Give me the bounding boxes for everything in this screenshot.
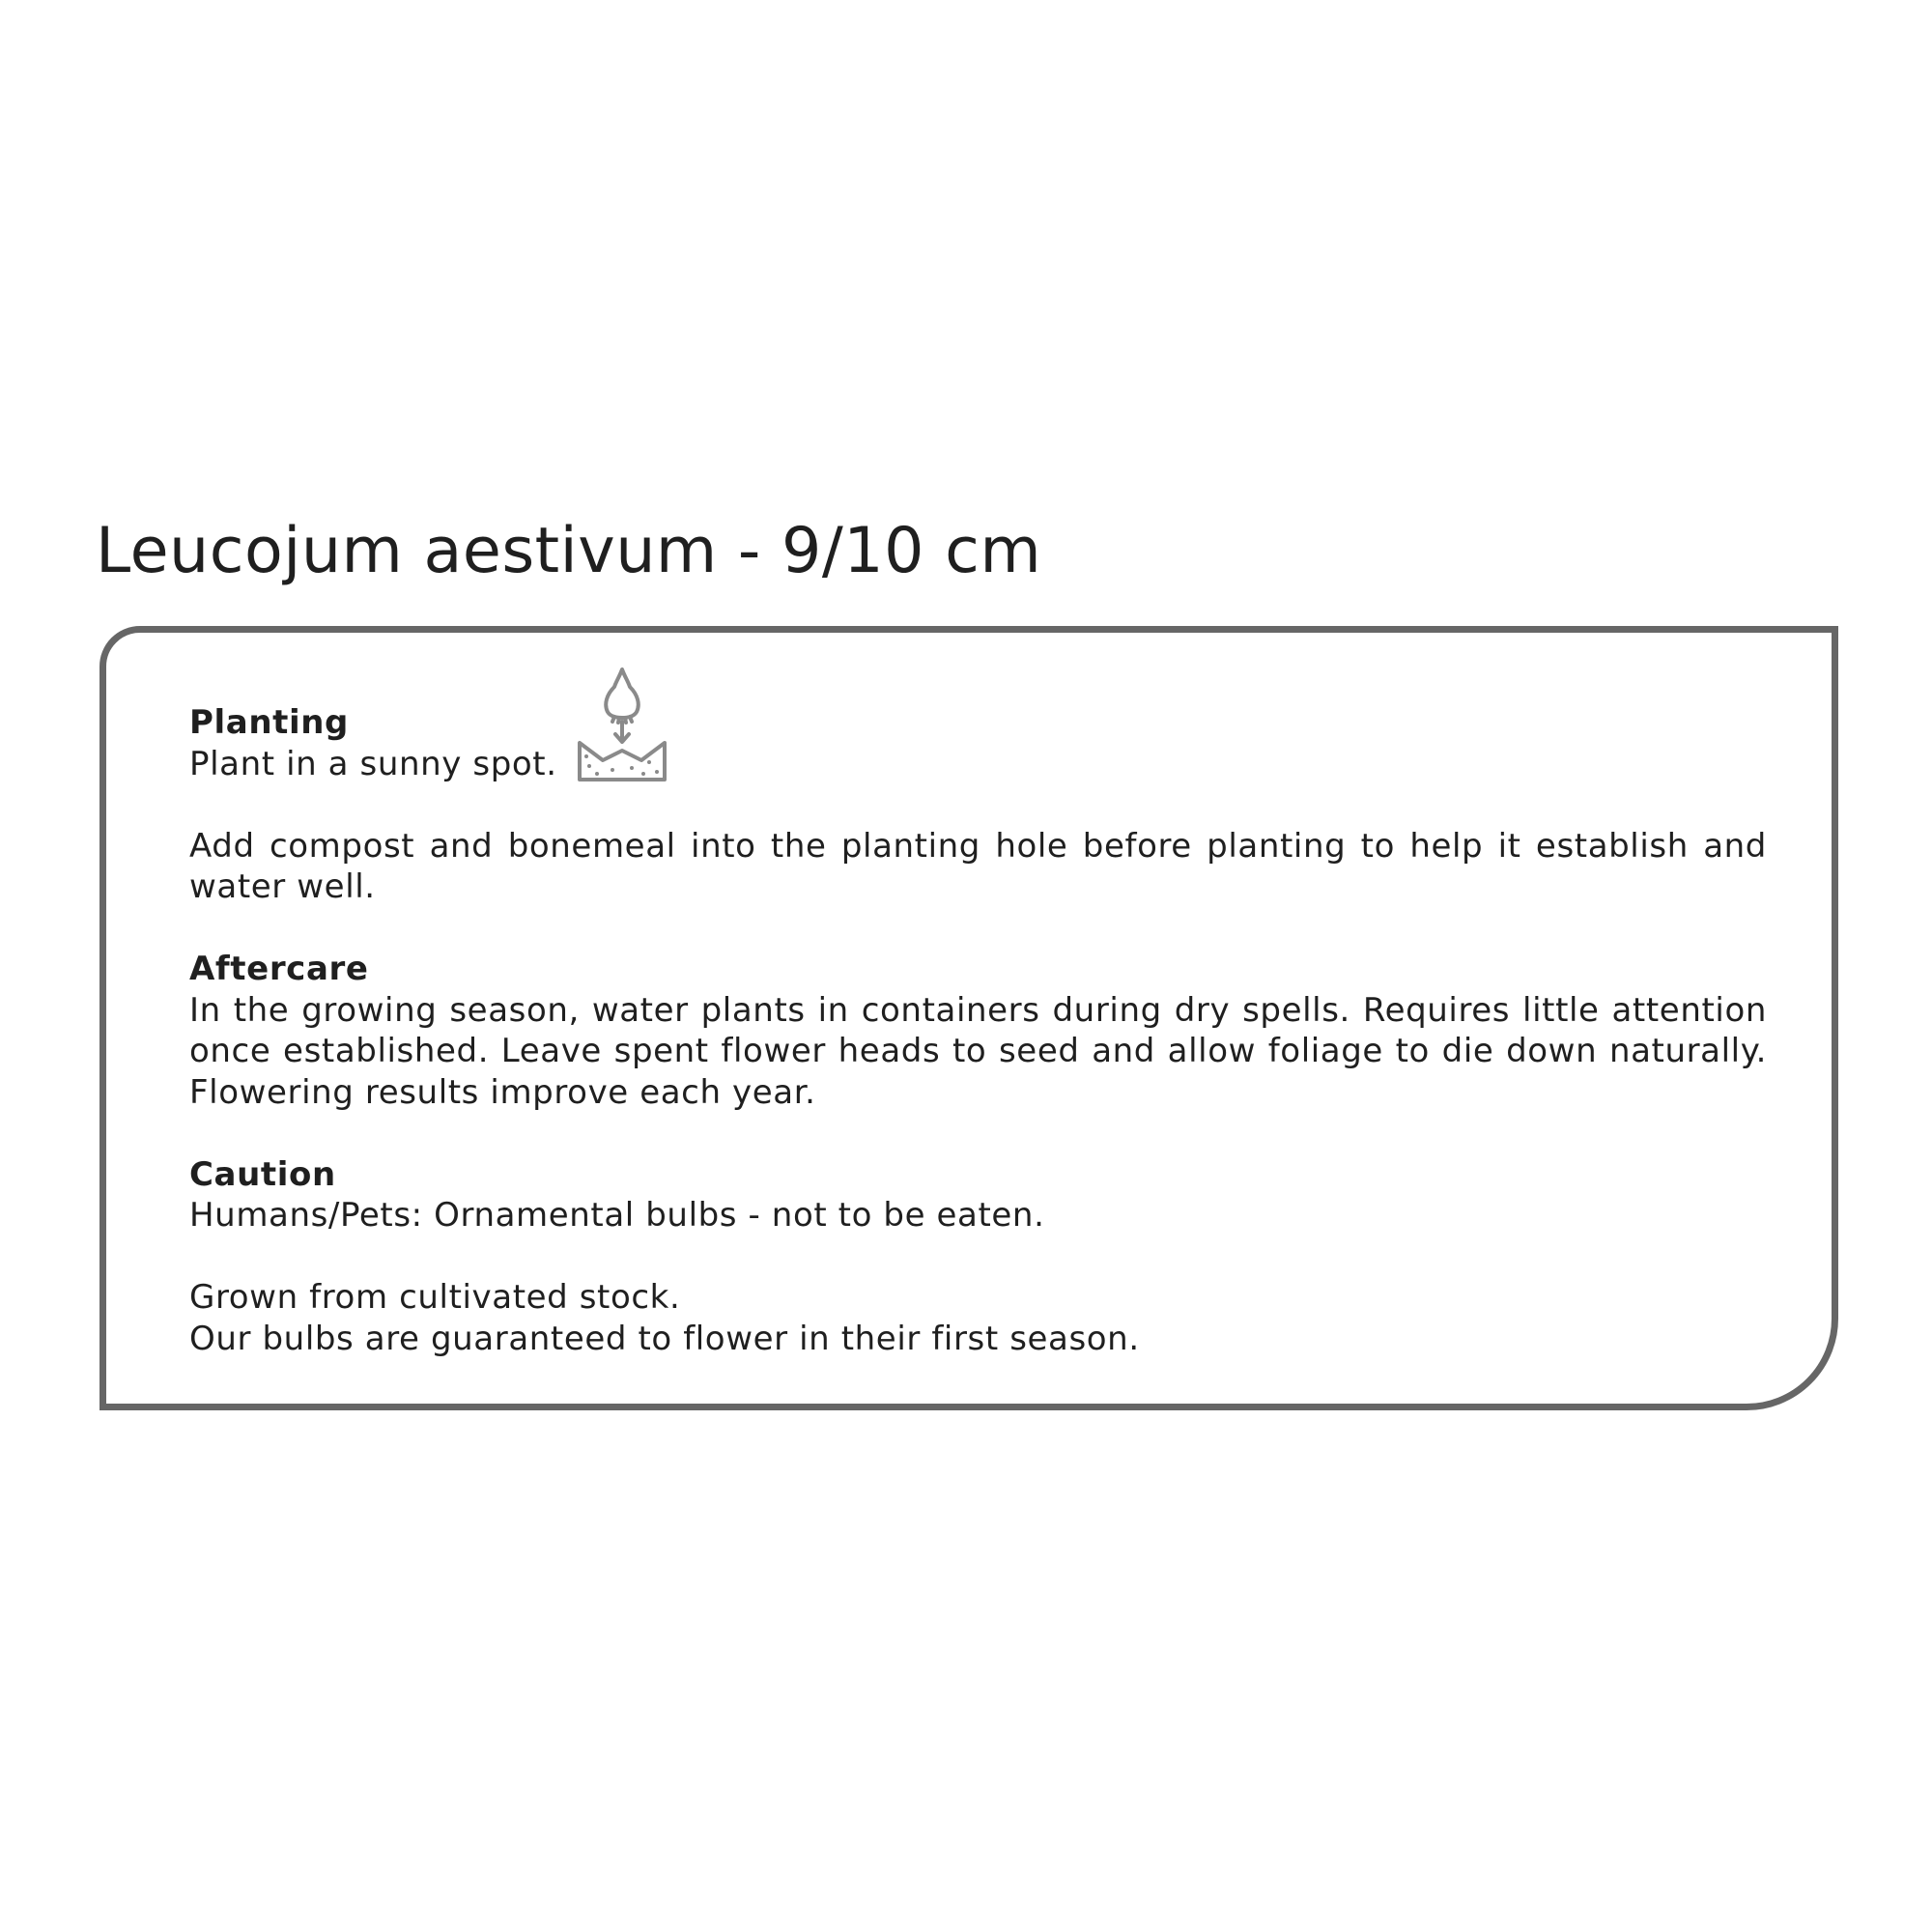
planting-compost-text: Add compost and bonemeal into the planting hole before planting to help it establish and water well.: [189, 826, 1767, 906]
bulb-planting-icon: [574, 666, 670, 781]
planting-section: [189, 702, 1767, 784]
caution-text: Humans/Pets: Ornamental bulbs - not to be eaten.: [189, 1196, 1045, 1235]
aftercare-heading: Aftercare: [189, 950, 369, 988]
caution-section: [189, 1154, 1767, 1236]
planting-sun-text: Plant in a sunny spot.: [189, 744, 557, 783]
info-content: [189, 702, 1767, 1359]
aftercare-section: [189, 949, 1767, 1113]
footer-section: [189, 1277, 1767, 1359]
guarantee-text: Our bulbs are guaranteed to flower in their first season.: [189, 1319, 1140, 1358]
planting-heading: Planting: [189, 703, 349, 742]
caution-heading: Caution: [189, 1154, 336, 1194]
aftercare-text: In the growing season, water plants in containers during dry spells. Requires little attention once established. Leave spent flower heads to seed and allow foliage to die down naturally. Flowering results improve each year.: [189, 990, 1767, 1112]
info-card: [99, 626, 1838, 1410]
page-title: Leucojum aestivum - 9/10 cm: [96, 515, 1042, 587]
cultivated-stock-text: Grown from cultivated stock.: [189, 1278, 681, 1317]
